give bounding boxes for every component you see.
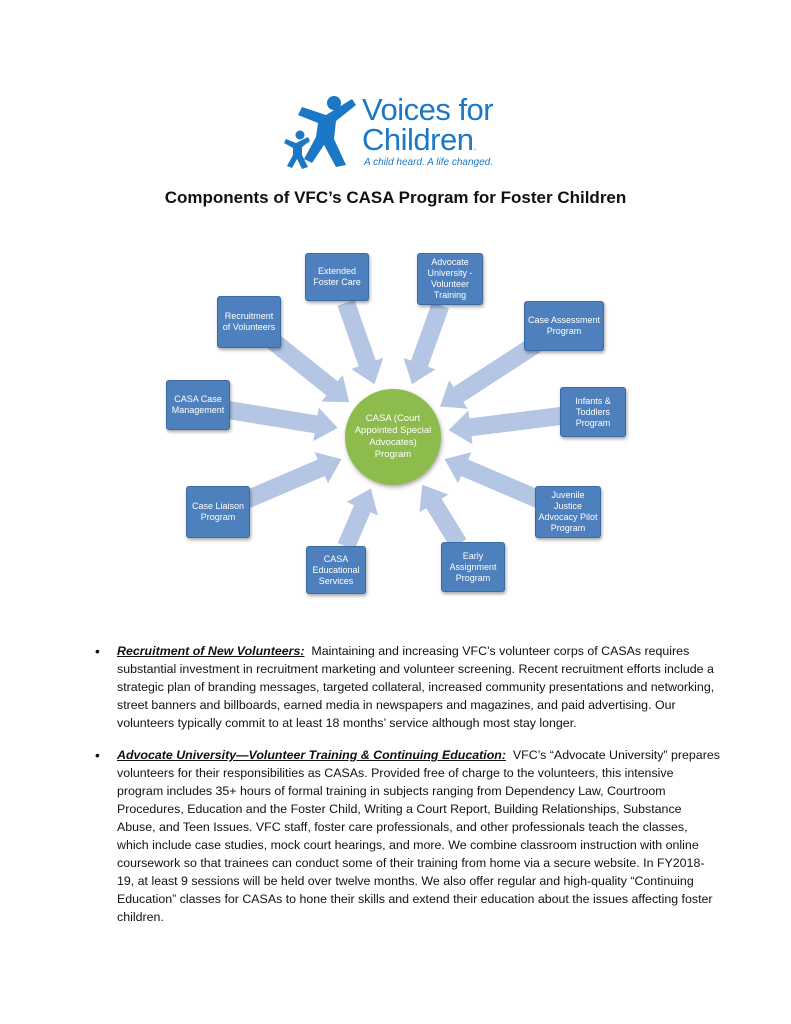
node-early-assignment: Early Assignment Program: [441, 542, 505, 592]
bullet-heading: Advocate University—Volunteer Training & Continuing Education:: [117, 748, 506, 762]
arrow-advocate-university: [404, 302, 449, 384]
node-juvenile-justice: Juvenile Justice Advocacy Pilot Program: [535, 486, 601, 538]
page-title: Components of VFC’s CASA Program for Foster Children: [164, 188, 627, 207]
center-casa-program: CASA (Court Appointed Special Advocates) Program: [345, 389, 441, 485]
arrow-infants-toddlers: [449, 407, 567, 445]
logo-tagline: A child heard. A life changed.: [364, 157, 493, 168]
arrow-juvenile-justice: [445, 452, 546, 509]
node-casa-educational: CASA Educational Services: [306, 546, 366, 594]
node-casa-case-management: CASA Case Management: [166, 380, 230, 430]
arrow-case-liaison: [240, 452, 342, 510]
node-recruitment-volunteers: Recruitment of Volunteers: [217, 296, 281, 348]
program-description-list: [95, 642, 720, 940]
bullet-heading: Recruitment of New Volunteers:: [117, 644, 305, 658]
node-extended-foster-care: Extended Foster Care: [305, 253, 369, 301]
bullet-text: Maintaining and increasing VFC’s volunteer corps of CASAs requires substantial investment in recruitment marketing and volunteer screening. Recent recruitment efforts include a strategic plan of branding messages, targeted collateral, increased community presentations and networking, street banners and billboards, earned media in newspapers and magazines, and paid advertising. Our volunteers typically commit to at least 18 months’ service although most stay longer.: [117, 644, 715, 730]
node-case-assessment: Case Assessment Program: [524, 301, 604, 351]
bullet-icon: •: [95, 643, 100, 659]
arrow-casa-educational: [338, 489, 378, 551]
node-infants-toddlers: Infants & Toddlers Program: [560, 387, 626, 437]
arrow-extended-foster-care: [338, 300, 384, 384]
node-advocate-university: Advocate University - Volunteer Training: [417, 253, 483, 305]
bullet-text: VFC’s “Advocate University” prepares volunteers for their responsibilities as CASAs. Provided free of charge to the volunteers, this intensive program includes 35+ hours of formal training in subjects ranging from Dependency Law, Courtroom Procedures, Education and the Foster Child, Writing a Court Report, Building Relationships, Substance Abuse, and Teen Issues. VFC staff, foster care professionals, and other professionals teach the classes, which include case studies, mock court hearings, and more. We combine classroom instruction with online coursework so that trainees can conduct some of their training from home via a secure website. In FY2018-19, at least 9 sessions will be held over twelve months. We also offer regular and high-quality “Continuing Education” classes for CASAs to hone their skills and extend their education about the issues affecting foster children.: [117, 748, 720, 924]
logo-text-line2: Children.: [362, 122, 476, 157]
bullet-icon: •: [95, 747, 100, 763]
arrow-casa-case-management: [223, 401, 337, 442]
arrow-early-assignment: [419, 485, 466, 549]
node-case-liaison: Case Liaison Program: [186, 486, 250, 538]
list-item: [95, 746, 720, 926]
logo-text-line1: Voices for: [362, 92, 494, 127]
list-item: [95, 642, 720, 732]
